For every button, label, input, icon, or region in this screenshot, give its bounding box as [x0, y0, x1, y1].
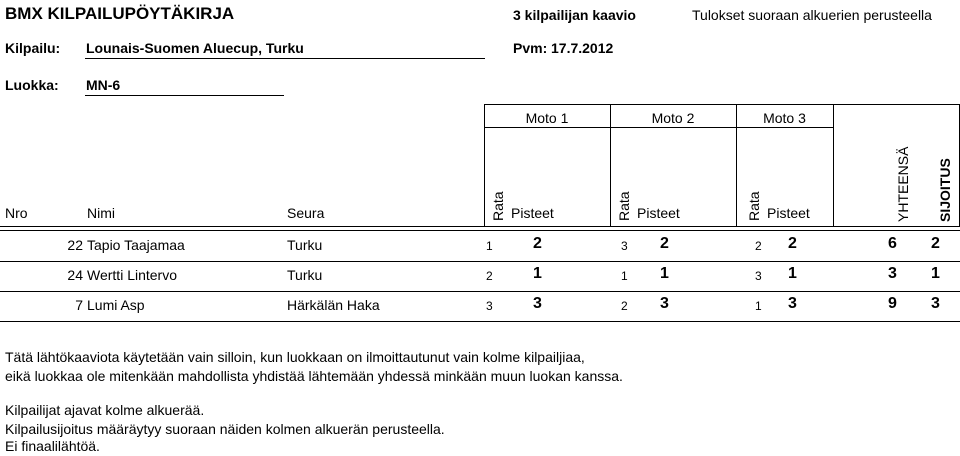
class-underline: [85, 95, 284, 96]
row-2-nro: 24: [67, 267, 83, 283]
header-bottom-border-double: [0, 230, 960, 231]
header-bottom-border: [0, 226, 960, 227]
col-header-sijoitus: SIJOITUS: [937, 158, 953, 222]
moto-2-header: Moto 2: [651, 110, 695, 126]
form-subtitle: 3 kilpailijan kaavio: [513, 7, 636, 23]
col-header-nro: Nro: [5, 205, 28, 221]
row-1-m2-pisteet: 2: [660, 235, 669, 252]
col-header-yhteensa: YHTEENSÄ: [895, 146, 911, 222]
row-1-seura: Turku: [287, 237, 323, 253]
col-header-rata-1: Rata: [490, 191, 506, 221]
col-header-rata-3: Rata: [746, 191, 762, 221]
row-1-sijoitus: 2: [931, 235, 940, 252]
row-3-nimi: Lumi Asp: [87, 297, 145, 313]
row-divider: [0, 291, 960, 292]
row-3-seura: Härkälän Haka: [287, 297, 380, 313]
row-2-m1-pisteet: 1: [533, 265, 542, 282]
row-1-m2-rata: 3: [621, 239, 628, 253]
col-header-rata-2: Rata: [616, 191, 632, 221]
note-line-2: eikä luokkaa ole mitenkään mahdollista yhdistää lähtemään yhdessä minkään muun luokan kanssa.: [5, 368, 623, 384]
col-header-seura: Seura: [287, 205, 325, 221]
col-header-pisteet-1: Pisteet: [511, 205, 554, 221]
row-1-m1-rata: 1: [486, 239, 493, 253]
row-1-m1-pisteet: 2: [533, 235, 542, 252]
row-2-m3-pisteet: 1: [788, 265, 797, 282]
moto-1-header: Moto 1: [525, 110, 569, 126]
row-2-m2-rata: 1: [621, 269, 628, 283]
row-2-sijoitus: 1: [931, 265, 940, 282]
results-note: Tulokset suoraan alkuerien perusteella: [692, 7, 932, 23]
row-3-m3-rata: 1: [755, 299, 762, 313]
row-2-yhteensa: 3: [888, 265, 897, 282]
note-line-5: Ei finaalilähtöä.: [5, 438, 100, 454]
row-3-m1-pisteet: 3: [533, 295, 542, 312]
date-value: 17.7.2012: [551, 40, 614, 56]
row-3-m2-pisteet: 3: [660, 295, 669, 312]
column-divider: [833, 104, 834, 227]
row-1-nimi: Tapio Taajamaa: [87, 237, 185, 253]
col-header-pisteet-2: Pisteet: [637, 205, 680, 221]
note-line-4: Kilpailusijoitus määräytyy suoraan näiden kolmen alkuerän perusteella.: [5, 421, 445, 437]
class-label: Luokka:: [5, 77, 59, 93]
row-1-m3-rata: 2: [755, 239, 762, 253]
note-line-3: Kilpailijat ajavat kolme alkuerää.: [5, 402, 205, 418]
row-3-sijoitus: 3: [931, 295, 940, 312]
note-line-1: Tätä lähtökaaviota käytetään vain silloin, kun luokkaan on ilmoittautunut vain kolme kilpailjiaa,: [5, 349, 585, 365]
date-label: Pvm:: [513, 40, 548, 56]
row-1-nro: 22: [67, 237, 83, 253]
moto-3-header: Moto 3: [763, 110, 806, 126]
class-value: MN-6: [86, 77, 121, 93]
row-2-seura: Turku: [287, 267, 323, 283]
row-2-m1-rata: 2: [486, 269, 493, 283]
page-title: BMX KILPAILUPÖYTÄKIRJA: [5, 4, 235, 23]
row-divider: [0, 261, 960, 262]
row-1-m3-pisteet: 2: [788, 235, 797, 252]
competition-underline: [85, 58, 485, 59]
competition-value: Lounais-Suomen Aluecup, Turku: [86, 40, 304, 56]
row-3-m1-rata: 3: [486, 299, 493, 313]
row-3-m2-rata: 2: [621, 299, 628, 313]
row-2-m3-rata: 3: [755, 269, 762, 283]
row-3-nro: 7: [75, 297, 83, 313]
col-header-pisteet-3: Pisteet: [767, 205, 810, 221]
col-header-nimi: Nimi: [87, 205, 115, 221]
moto-header-border: [484, 127, 833, 128]
competition-label: Kilpailu:: [5, 40, 61, 56]
row-2-m2-pisteet: 1: [660, 265, 669, 282]
row-1-yhteensa: 6: [888, 235, 897, 252]
table-top-border: [484, 104, 959, 105]
row-3-yhteensa: 9: [888, 295, 897, 312]
row-2-nimi: Wertti Lintervo: [87, 267, 177, 283]
row-3-m3-pisteet: 3: [788, 295, 797, 312]
table-bottom-border: [0, 321, 960, 322]
